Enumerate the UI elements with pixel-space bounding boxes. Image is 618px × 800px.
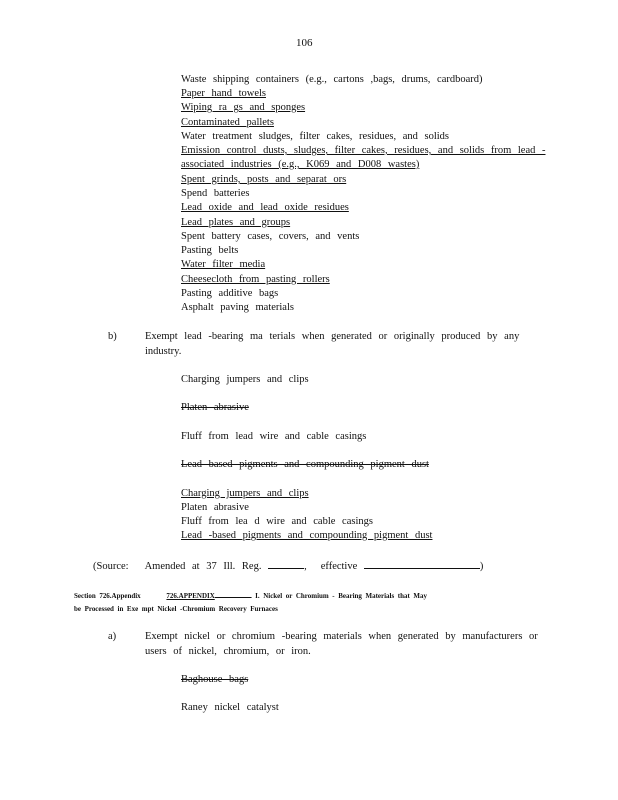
- section-new-label: 726.APPENDIX: [166, 591, 215, 600]
- waste-list-item: Lead plates and groups: [181, 217, 291, 228]
- waste-list-item: Emission control dusts, sludges, filter cakes, residues, and solids from lead -: [181, 145, 546, 156]
- b-entry-deleted: Lead based pigments and compounding pigment dust: [181, 459, 429, 470]
- source-amended: Amended at 37 Ill. Reg.: [144, 561, 262, 572]
- item-a-marker: a): [108, 631, 117, 642]
- waste-list-item: Pasting belts: [181, 245, 239, 256]
- b-entry-deleted: Platen abrasive: [181, 402, 249, 413]
- reg-blank: [268, 558, 304, 569]
- waste-list-item: Pasting additive bags: [181, 288, 279, 299]
- waste-list-item: Water filter media: [181, 259, 266, 270]
- waste-list-item: Spent grinds, posts and separat ors: [181, 174, 347, 185]
- waste-list-item: Spent battery cases, covers, and vents: [181, 231, 360, 242]
- section-heading-line1: [74, 589, 427, 601]
- waste-list-item: Wiping ra gs and sponges: [181, 102, 306, 113]
- b-entry: Fluff from lead wire and cable casings: [181, 431, 367, 442]
- item-a-text-line2: users of nickel, chromium, or iron.: [145, 646, 311, 657]
- item-b-text-line2: industry.: [145, 346, 182, 357]
- source-sep: ,: [304, 561, 307, 572]
- section-title: I. Nickel or Chromium - Bearing Materials that May: [255, 591, 427, 600]
- b-entry: Charging jumpers and clips: [181, 374, 309, 385]
- waste-list-item: associated industries (e.g., K069 and D008 wastes): [181, 159, 420, 170]
- source-close: ): [479, 561, 484, 572]
- waste-list-item: Cheesecloth from pasting rollers: [181, 274, 330, 285]
- b-entry-inserted: Charging jumpers and clips: [181, 488, 309, 499]
- effective-blank: [364, 558, 480, 569]
- item-b-text-line1: Exempt lead -bearing ma terials when generated or originally produced by any: [145, 331, 520, 342]
- b-entry: Platen abrasive: [181, 502, 249, 513]
- source-note: [93, 558, 483, 573]
- source-prefix: (Source:: [93, 561, 129, 572]
- section-old-label: Section 726.Appendix: [74, 591, 141, 600]
- item-b-marker: b): [108, 331, 117, 342]
- a-entry-deleted: Baghouse bags: [181, 674, 249, 685]
- waste-list-item: Paper hand towels: [181, 88, 266, 99]
- b-entry: Fluff from lea d wire and cable casings: [181, 516, 373, 527]
- waste-list-item: Contaminated pallets: [181, 117, 274, 128]
- source-effective: effective: [320, 561, 358, 572]
- waste-list-item: Water treatment sludges, filter cakes, residues, and solids: [181, 131, 449, 142]
- item-a-text-line1: Exempt nickel or chromium -bearing materials when generated by manufacturers or: [145, 631, 538, 642]
- a-entry: Raney nickel catalyst: [181, 702, 279, 713]
- section-heading-line2: be Processed in Exe mpt Nickel -Chromium Recovery Furnaces: [74, 604, 278, 613]
- b-entry-inserted: Lead -based pigments and compounding pigment dust: [181, 530, 433, 541]
- waste-list-item: Spend batteries: [181, 188, 250, 199]
- waste-list-item: Waste shipping containers (e.g., cartons ,bags, drums, cardboard): [181, 74, 483, 85]
- waste-list-item: Lead oxide and lead oxide residues: [181, 202, 349, 213]
- page-number: 106: [296, 37, 313, 49]
- waste-list-item: Asphalt paving materials: [181, 302, 294, 313]
